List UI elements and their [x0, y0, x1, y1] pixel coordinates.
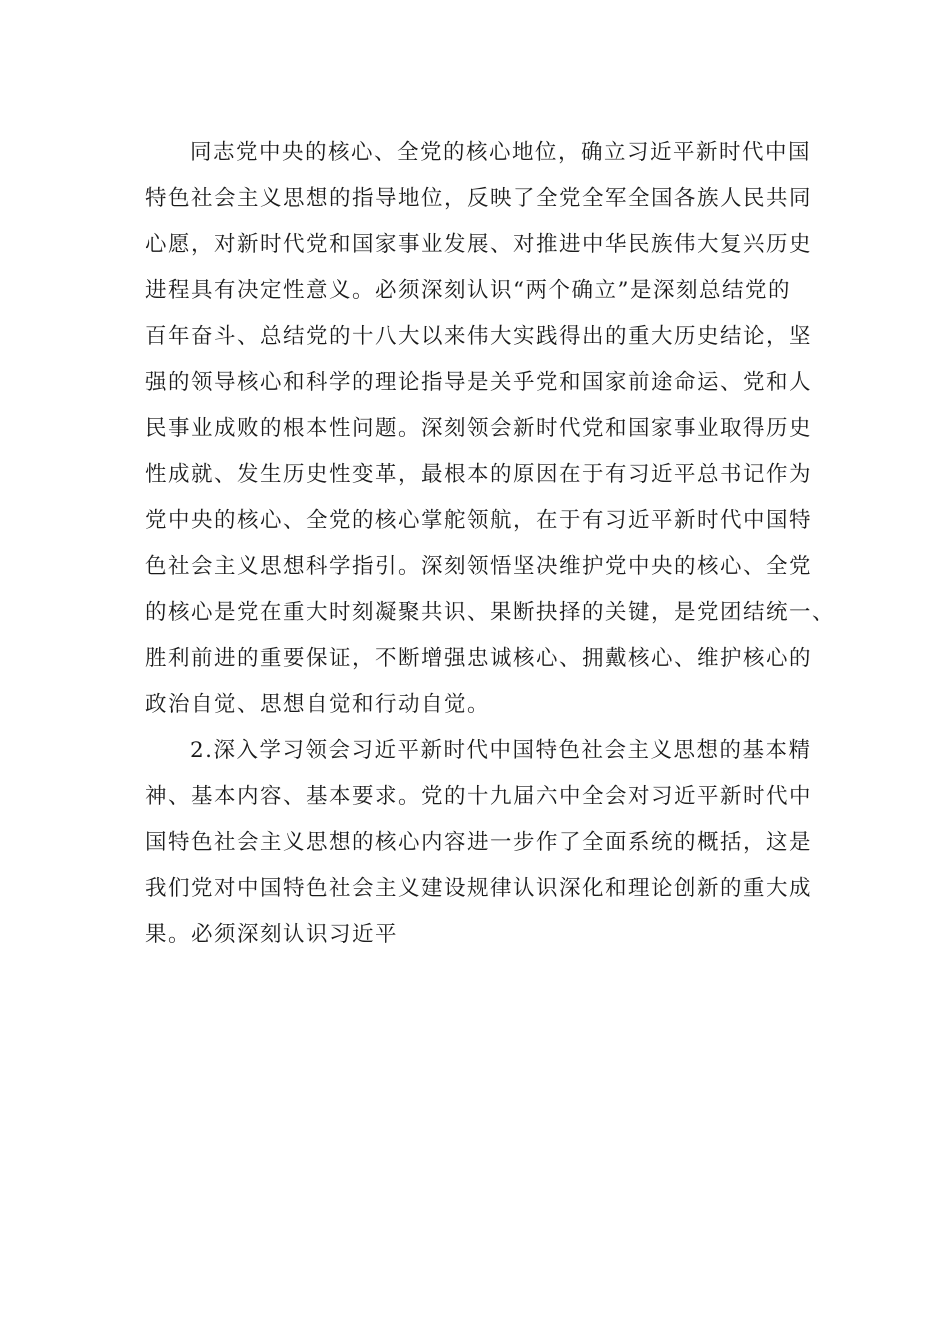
paragraph-2-line: 果。必须深刻认识习近平 — [145, 922, 399, 947]
paragraph-1-line: 色社会主义思想科学指引。深刻领悟坚决维护党中央的核心、全党 — [145, 554, 813, 579]
paragraph-1-line: 民事业成败的根本性问题。深刻领会新时代党和国家事业取得历史 — [145, 416, 813, 441]
paragraph-1-line: 的核心是党在重大时刻凝聚共识、果断抉择的关键，是党团结统一、 — [145, 600, 836, 625]
paragraph-1-line: 特色社会主义思想的指导地位，反映了全党全军全国各族人民共同 — [145, 186, 813, 211]
paragraph-2-line: 国特色社会主义思想的核心内容进一步作了全面系统的概括，这是 — [145, 830, 813, 855]
paragraph-1-line: 心愿，对新时代党和国家事业发展、对推进中华民族伟大复兴历史 — [145, 232, 813, 257]
paragraph-1-line: 强的领导核心和科学的理论指导是关乎党和国家前途命运、党和人 — [145, 370, 813, 395]
paragraph-2-line: 2.深入学习领会习近平新时代中国特色社会主义思想的基本精 — [190, 738, 812, 763]
paragraph-1-line: 胜利前进的重要保证，不断增强忠诚核心、拥戴核心、维护核心的 — [145, 646, 813, 671]
paragraph-2-line: 我们党对中国特色社会主义建设规律认识深化和理论创新的重大成 — [145, 876, 813, 901]
paragraph-1-line: 党中央的核心、全党的核心掌舵领航，在于有习近平新时代中国特 — [145, 508, 813, 533]
paragraph-1-line: 性成就、发生历史性变革，最根本的原因在于有习近平总书记作为 — [145, 462, 813, 487]
paragraph-1-line: 进程具有决定性意义。必须深刻认识“两个确立”是深刻总结党的 — [145, 278, 791, 303]
paragraph-2-line: 神、基本内容、基本要求。党的十九届六中全会对习近平新时代中 — [145, 784, 813, 809]
paragraph-1-line: 同志党中央的核心、全党的核心地位，确立习近平新时代中国 — [190, 140, 812, 165]
paragraph-1-line: 百年奋斗、总结党的十八大以来伟大实践得出的重大历史结论，坚 — [145, 324, 813, 349]
paragraph-1-line: 政治自觉、思想自觉和行动自觉。 — [145, 692, 491, 717]
